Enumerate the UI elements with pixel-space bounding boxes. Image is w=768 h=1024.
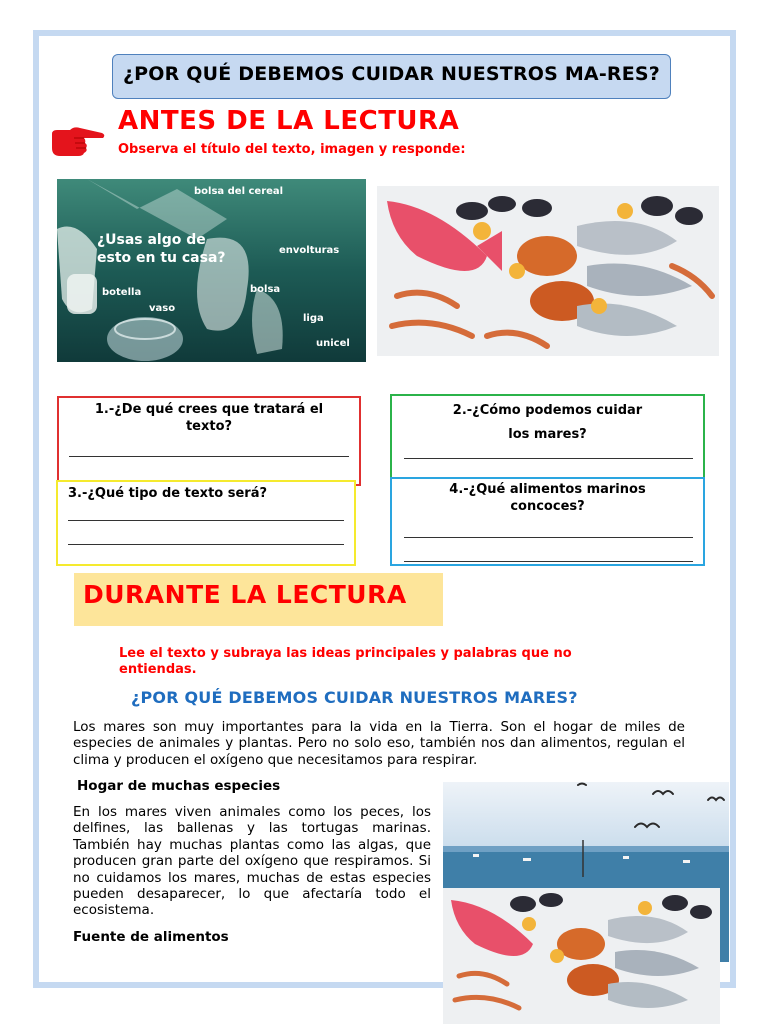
question-box-1	[57, 396, 361, 486]
intro-paragraph: Los mares son muy importantes para la vida en la Tierra. Son el hogar de miles de especies de animales y plantas. Pero no solo eso, también nos dan alimentos, regulan el clima y producen el oxígeno que necesitamos para respirar.	[73, 719, 685, 768]
species-paragraph: En los mares viven animales como los peces, los delfines, las ballenas y las tortugas marinas. También hay muchas plantas como las algas, que producen gran parte del oxígeno que respiramos. Si no cuidamos los mares, muchas de estas especies pueden desaparecer, lo que afectaría todo el ecosistema.	[73, 804, 431, 919]
question-4-text: 4.-¿Qué alimentos marinos concoces?	[449, 482, 646, 514]
durante-instruction: Lee el texto y subraya las ideas principales y palabras que no entiendas.	[119, 646, 572, 677]
answer-line[interactable]	[69, 456, 349, 457]
label-liga: liga	[303, 313, 324, 324]
question-box-2	[390, 394, 705, 484]
label-unicel: unicel	[316, 338, 350, 349]
question-1-text: 1.-¿De qué crees que tratará el texto?	[94, 402, 324, 434]
seafood-image-2	[443, 888, 720, 1024]
durante-heading: DURANTE LA LECTURA	[83, 580, 407, 609]
page-title-box	[112, 54, 671, 99]
answer-line[interactable]	[68, 520, 344, 521]
section-heading-species: Hogar de muchas especies	[77, 778, 281, 794]
seafood-image	[377, 186, 719, 356]
question-2-text: 2.-¿Cómo podemos cuidar los mares?	[452, 403, 643, 442]
answer-line[interactable]	[68, 544, 344, 545]
answer-line[interactable]	[404, 561, 693, 562]
antes-heading: ANTES DE LA LECTURA	[118, 106, 460, 136]
pointing-hand-icon	[50, 124, 106, 158]
answer-line[interactable]	[404, 537, 693, 538]
question-box-4	[390, 477, 705, 566]
reading-title: ¿POR QUÉ DEBEMOS CUIDAR NUESTROS MARES?	[131, 688, 578, 707]
ocean-pollution-image	[57, 179, 366, 362]
ocean-question: ¿Usas algo de esto en tu casa?	[97, 232, 226, 266]
durante-heading-box	[74, 573, 443, 626]
section-heading-food: Fuente de alimentos	[73, 929, 229, 945]
label-envolturas: envolturas	[279, 245, 340, 256]
label-bolsa: bolsa	[250, 284, 281, 295]
page-title: ¿POR QUÉ DEBEMOS CUIDAR NUESTROS MA-RES?	[122, 63, 661, 85]
label-vaso: vaso	[149, 303, 176, 314]
antes-instruction: Observa el título del texto, imagen y responde:	[118, 142, 466, 157]
question-3-text: 3.-¿Qué tipo de texto será?	[68, 486, 268, 501]
label-botella: botella	[102, 287, 142, 298]
label-bolsa-cereal: bolsa del cereal	[194, 186, 284, 197]
question-box-3	[56, 480, 356, 566]
answer-line[interactable]	[404, 458, 693, 459]
